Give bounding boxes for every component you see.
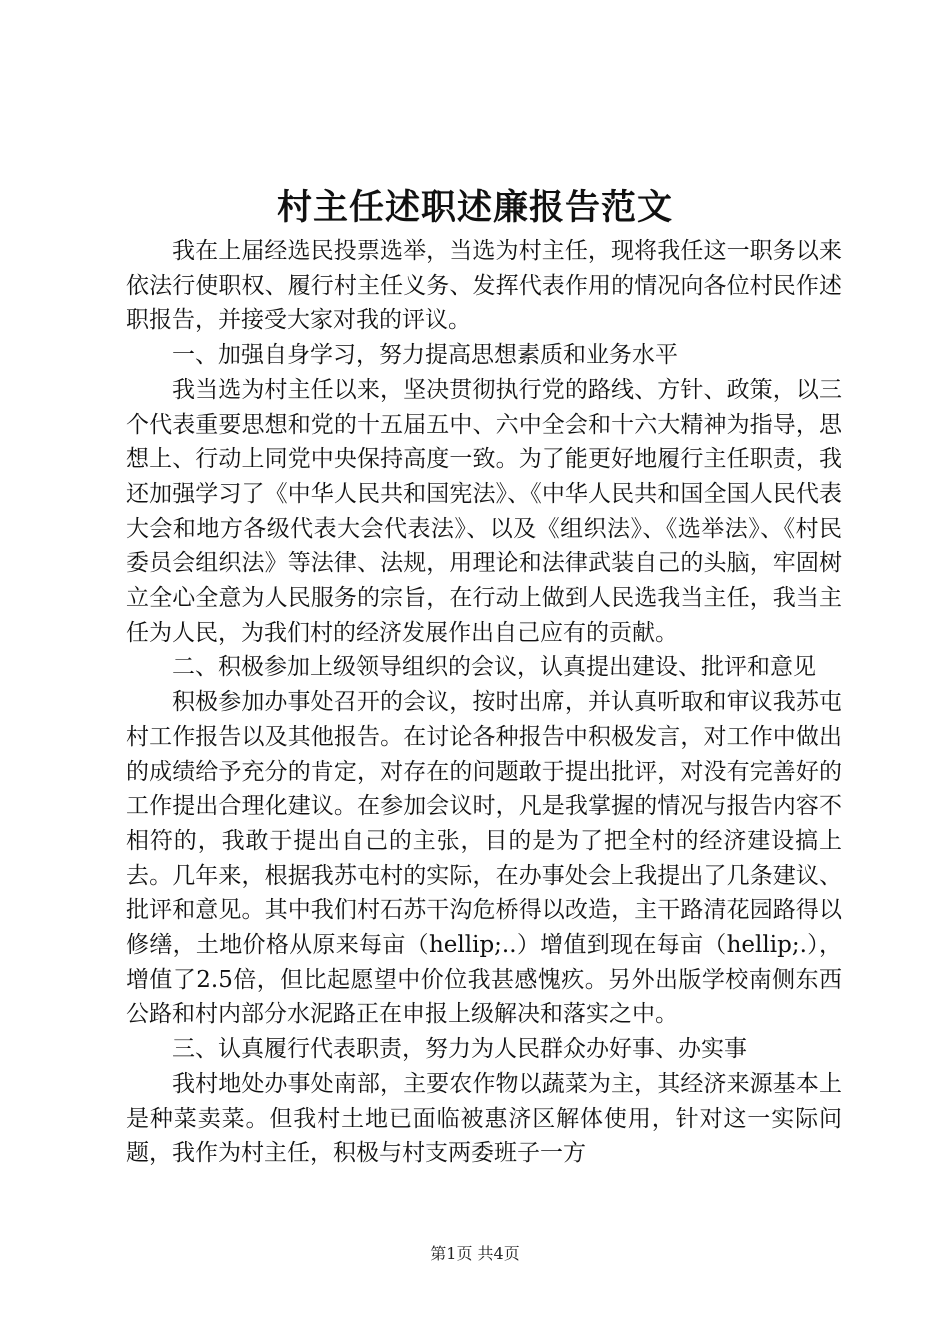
section-heading-2: 二、积极参加上级领导组织的会议，认真提出建设、批评和意见 — [172, 654, 816, 681]
page-footer: 第1页 共4页 — [430, 1244, 520, 1263]
paragraph-section-1: 我当选为村主任以来，坚决贯彻执行党的路线、方针、政策，以三个代表重要思想和党的十五届五中、六中全会和十六大精神为指导，思想上、行动上同党中央保持高度一致。为了能更好地履行主任职责，我还加强学习了《中华人民共和国宪法》、《中华人民共和国全国人民代表大会和地方各级代表大会代表法》、以及《组织法》、《选举法》、《村民委员会组织法》等法律、法规，用理论和法律武装自己的头脑，牢固树立全心全意为人民服务的宗旨，在行动上做到人民选我当主任，我当主任为人民，为我们村的经济发展作出自己应有的贡献。 — [126, 376, 842, 646]
section-heading-3: 三、认真履行代表职责，努力为人民群众办好事、办实事 — [172, 1036, 747, 1063]
document-title: 村主任述职述廉报告范文 — [276, 187, 673, 228]
paragraph-section-3: 我村地处办事处南部，主要农作物以蔬菜为主，其经济来源基本上是种菜卖菜。但我村土地已面临被惠济区解体使用，针对这一实际问题，我作为村主任，积极与村支两委班子一方 — [126, 1070, 842, 1167]
paragraph-intro: 我在上届经选民投票选举，当选为村主任，现将我任这一职务以来依法行使职权、履行村主任义务、发挥代表作用的情况向各位村民作述职报告，并接受大家对我的评议。 — [126, 238, 842, 334]
section-heading-1: 一、加强自身学习，努力提高思想素质和业务水平 — [172, 342, 678, 369]
paragraph-section-2: 积极参加办事处召开的会议，按时出席，并认真听取和审议我苏屯村工作报告以及其他报告。在讨论各种报告中积极发言，对工作中做出的成绩给予充分的肯定，对存在的问题敢于提出批评，对没有完善好的工作提出合理化建议。在参加会议时，凡是我掌握的情况与报告内容不相符的，我敢于提出自己的主张，目的是为了把全村的经济建设搞上去。几年来，根据我苏屯村的实际，在办事处会上我提出了几条建议、批评和意见。其中我们村石苏干沟危桥得以改造，主干路清花园路得以修缮，土地价格从原来每亩（hellip;..）增值到现在每亩（hellip;.），增值了2.5倍，但比起愿望中价位我甚感愧疚。另外出版学校南侧东西公路和村内部分水泥路正在申报上级解决和落实之中。 — [126, 689, 842, 1028]
document-body — [126, 234, 842, 1171]
